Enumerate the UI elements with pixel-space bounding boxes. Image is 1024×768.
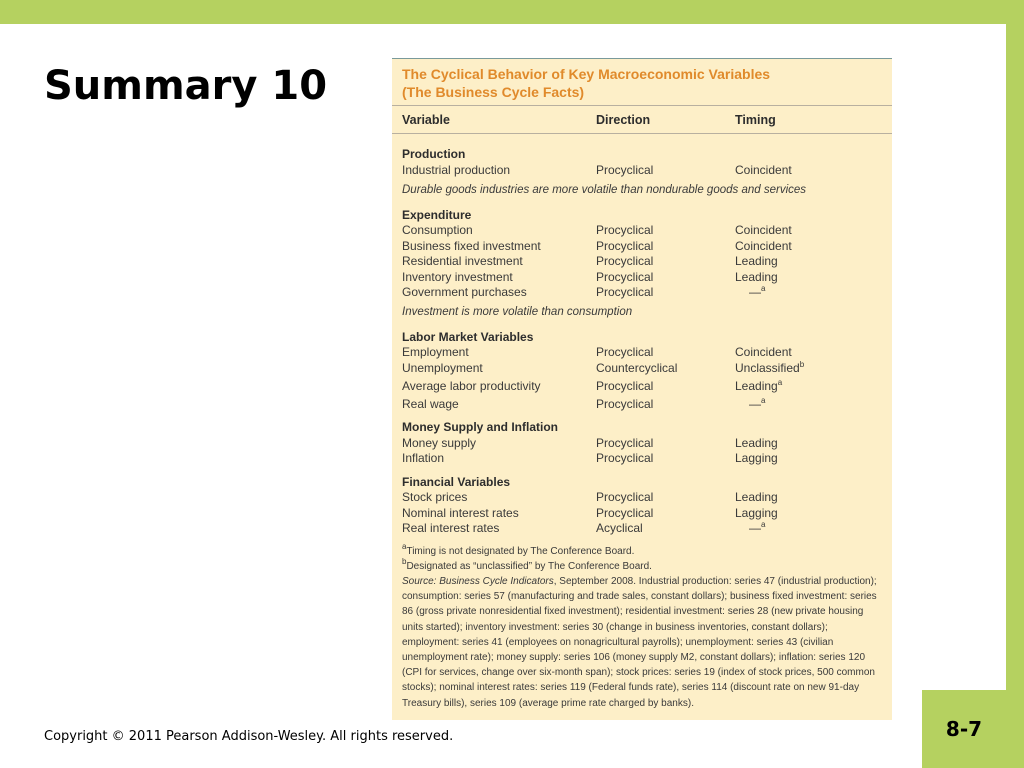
variable-cell: Real interest rates (402, 521, 500, 535)
variable-cell: Real wage (402, 397, 459, 411)
direction-cell: Procyclical (596, 254, 654, 268)
direction-cell: Procyclical (596, 397, 654, 411)
section-heading-money: Money Supply and Inflation (402, 420, 558, 434)
direction-cell: Procyclical (596, 270, 654, 284)
right-accent-bar (1006, 24, 1024, 768)
section-note-production: Durable goods industries are more volatile than nondurable goods and services (402, 184, 807, 196)
variable-cell: Inventory investment (402, 270, 513, 284)
timing-cell (735, 361, 804, 376)
timing-cell: Leading (735, 436, 778, 450)
variable-cell: Business fixed investment (402, 239, 541, 253)
source-label: Source: Business Cycle Indicators (402, 576, 554, 587)
table-row (392, 521, 892, 536)
footnote-marker: a (761, 396, 766, 405)
direction-cell: Procyclical (596, 490, 654, 504)
table-title-line-1: The Cyclical Behavior of Key Macroeconomic Variables (402, 66, 771, 82)
timing-cell: Coincident (735, 163, 792, 177)
timing-value: Leading (735, 379, 778, 393)
page-number: 8-7 (945, 717, 983, 741)
footnote-b-marker: b (402, 557, 407, 566)
variable-cell: Unemployment (402, 361, 483, 375)
source-text: , September 2008. Industrial production: series 47 (industrial production); consumption: series 57 (manufacturing and trade sales, constant dollars); business fixed investment: series 86 (gross private nonresidential fixed investment); residential investment: series 28 (new private housing units started); inventory investment: series 30 (change in business inventories, constant dollars); employment: series 41 (employees on nonagricultural payrolls); unemployment: series 43 (civilian unemployment rate); money supply: series 106 (money supply M2, constant dollars); inflation: series 120 (CPI for services, change over six-month span); stock prices: series 19 (index of stock prices, 500 common stocks); nominal interest rates: series 119 (Federal funds rate), series 114 (discount rate on new 91-day Treasury bills), series 109 (average prime rate charged by banks). (402, 576, 877, 709)
slide-title: Summary 10 (44, 63, 328, 109)
footnote-marker: a (761, 284, 766, 293)
page-number-box (922, 690, 1006, 768)
variable-cell: Residential investment (402, 254, 523, 268)
direction-cell: Procyclical (596, 506, 654, 520)
direction-cell: Procyclical (596, 379, 654, 393)
variable-cell: Stock prices (402, 490, 468, 504)
timing-cell (735, 521, 765, 536)
timing-dash: — (749, 521, 761, 535)
direction-cell: Procyclical (596, 451, 654, 465)
direction-cell: Countercyclical (596, 361, 678, 375)
table-row (392, 436, 892, 451)
table-row (392, 239, 892, 254)
table-row (392, 345, 892, 360)
section-heading-expenditure: Expenditure (402, 208, 472, 222)
footnote-marker: a (761, 520, 766, 529)
timing-cell: Leading (735, 490, 778, 504)
column-header-direction: Direction (596, 113, 651, 127)
variable-cell: Money supply (402, 436, 477, 450)
timing-cell: Leading (735, 270, 778, 284)
header-bottom-rule (392, 133, 892, 134)
variable-cell: Employment (402, 345, 469, 359)
timing-cell: Coincident (735, 345, 792, 359)
business-cycle-table (392, 58, 892, 720)
variable-cell: Government purchases (402, 285, 527, 299)
timing-cell (735, 379, 782, 394)
section-note-expenditure: Investment is more volatile than consumption (402, 306, 633, 318)
footnote-marker: a (777, 378, 783, 387)
top-accent-bar (0, 0, 1024, 24)
table-row (392, 451, 892, 466)
table-title (402, 65, 882, 101)
table-row (392, 397, 892, 412)
timing-value: Unclassified (735, 361, 800, 375)
table-row (392, 223, 892, 238)
copyright-notice: Copyright © 2011 Pearson Addison-Wesley. All rights reserved. (44, 729, 454, 744)
table-row (392, 254, 892, 269)
section-heading-production: Production (402, 147, 466, 161)
table-row (392, 379, 892, 394)
direction-cell: Procyclical (596, 345, 654, 359)
variable-cell: Consumption (402, 223, 473, 237)
direction-cell: Procyclical (596, 436, 654, 450)
variable-cell: Average labor productivity (402, 379, 541, 393)
timing-cell: Coincident (735, 223, 792, 237)
variable-cell: Inflation (402, 451, 445, 465)
direction-cell: Procyclical (596, 223, 654, 237)
footnote-a-text: Timing is not designated by The Conference Board. (406, 546, 635, 557)
direction-cell: Procyclical (596, 285, 654, 299)
table-row (392, 270, 892, 285)
section-heading-labor: Labor Market Variables (402, 330, 534, 344)
timing-cell: Lagging (735, 506, 778, 520)
column-header-timing: Timing (735, 113, 776, 127)
timing-cell (735, 397, 765, 412)
direction-cell: Procyclical (596, 163, 654, 177)
table-row (392, 163, 892, 178)
table-row (392, 361, 892, 376)
timing-dash: — (749, 397, 761, 411)
table-title-line-2: (The Business Cycle Facts) (402, 84, 585, 100)
direction-cell: Procyclical (596, 239, 654, 253)
timing-cell: Leading (735, 254, 778, 268)
header-top-rule (392, 105, 892, 106)
footnote-a (402, 544, 886, 559)
timing-cell: Lagging (735, 451, 778, 465)
table-row (392, 285, 892, 300)
column-header-variable: Variable (402, 113, 450, 127)
variable-cell: Nominal interest rates (402, 506, 519, 520)
footnote-marker: b (799, 360, 805, 369)
section-heading-financial: Financial Variables (402, 475, 511, 489)
direction-cell: Acyclical (596, 521, 643, 535)
table-row (392, 506, 892, 521)
footnote-a-marker: a (402, 542, 407, 551)
timing-cell: Coincident (735, 239, 792, 253)
timing-dash: — (749, 285, 761, 299)
timing-cell (735, 285, 765, 300)
table-row (392, 490, 892, 505)
variable-cell: Industrial production (402, 163, 511, 177)
footnote-b (402, 559, 886, 574)
source-note (402, 574, 886, 711)
footnote-b-text: Designated as “unclassified” by The Conference Board. (406, 561, 652, 572)
